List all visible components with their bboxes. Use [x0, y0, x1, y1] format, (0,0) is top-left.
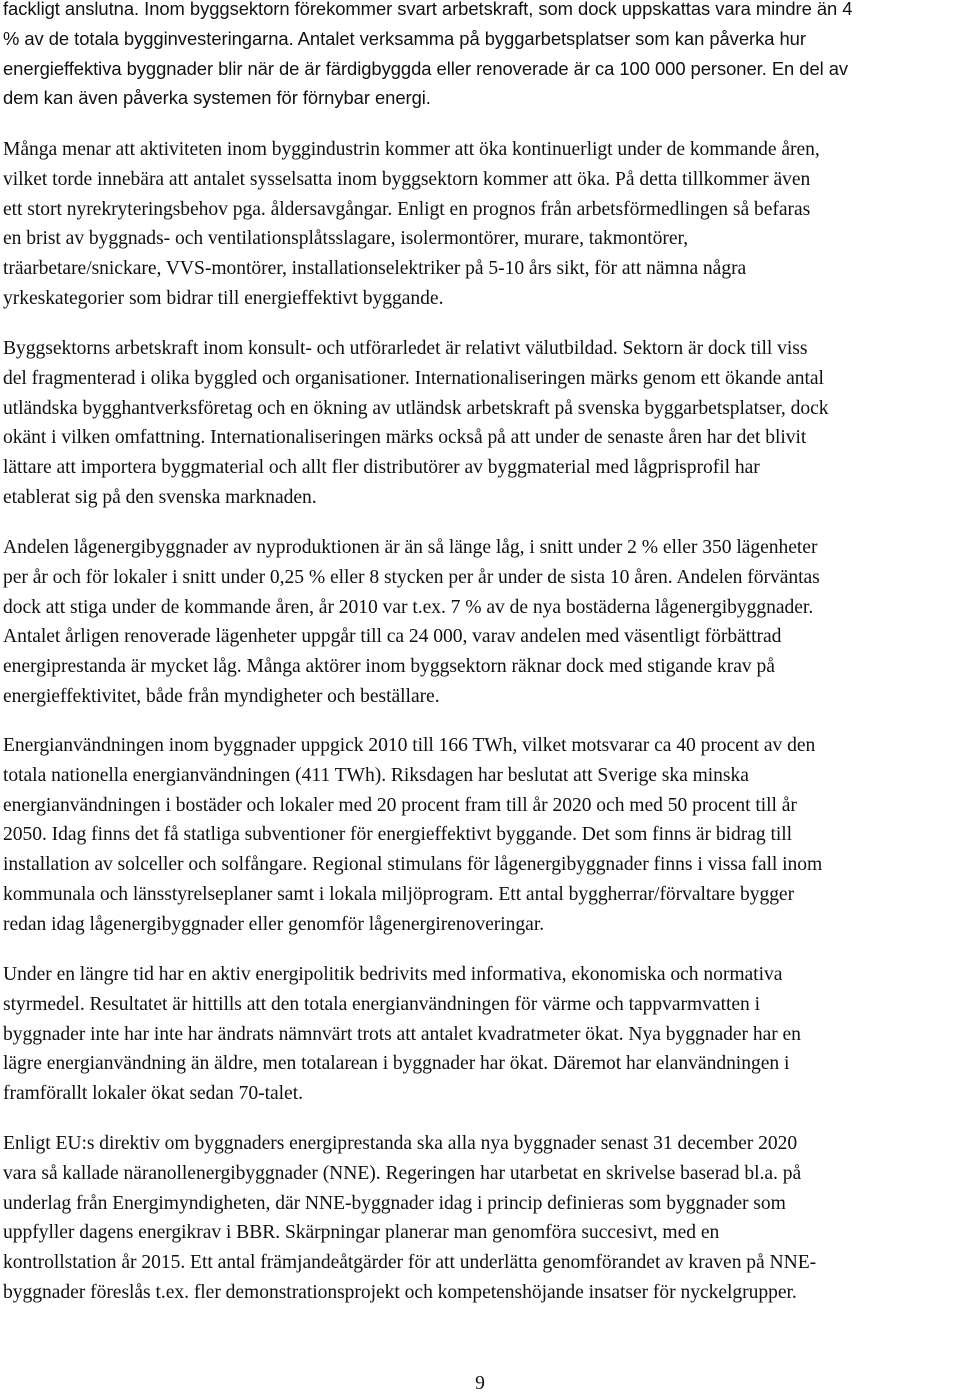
paragraph-line: vilket torde innebära att antalet sysselsatta inom byggsektorn kommer att öka. På detta tillkommer även [3, 168, 811, 190]
paragraph-line: vara så kallade näranollenergibyggnader (NNE). Regeringen har utarbetat en skrivelse baserad bl.a. på [3, 1162, 802, 1184]
paragraph-line: uppfyller dagens energikrav i BBR. Skärpningar planerar man genomföra succesivt, med en [3, 1222, 720, 1244]
paragraph-line: kontrollstation år 2015. Ett antal främjandeåtgärder för att underlätta genomförandet av kraven på NNE- [3, 1252, 817, 1274]
paragraph-line: energieffektiva byggnader blir när de är färdigbyggda eller renoverade är ca 100 000 personer. En del av [3, 57, 849, 79]
paragraph-line: okänt i vilken omfattning. Internationaliseringen märks också på att under de senaste åren har det blivit [3, 427, 807, 449]
paragraph-line: Energianvändningen inom byggnader uppgick 2010 till 166 TWh, vilket motsvarar ca 40 procent av den [3, 735, 816, 756]
paragraph-line: träarbetare/snickare, VVS-montörer, installationselektriker på 5-10 års sikt, för att nämna några [3, 258, 747, 280]
paragraph-3 [3, 334, 828, 513]
paragraph-line: kommunala och länsstyrelseplaner samt i lokala miljöprogram. Ett antal byggherrar/förvaltare bygger [3, 883, 795, 905]
paragraph-line: energianvändningen i bostäder och lokaler med 20 procent fram till år 2020 och med 50 procent till år [3, 794, 797, 816]
paragraph-line: lättare att importera byggmaterial och allt fler distributörer av byggmaterial med lågprisprofil har [3, 457, 760, 479]
paragraph-line: % av de totala bygginvesteringarna. Antalet verksamma på byggarbetsplatser som kan påverka hur [3, 27, 806, 49]
paragraph-4 [3, 533, 820, 712]
paragraph-line: energieffektivitet, både från myndigheter och beställare. [3, 685, 440, 707]
paragraph-line: ett stort nyrekryteringsbehov pga. åldersavgångar. Enligt en prognos från arbetsförmedlingen så befaras [3, 198, 811, 220]
paragraph-line: Antalet årligen renoverade lägenheter uppgår till ca 24 000, varav andelen med väsentligt förbättrad [3, 626, 782, 648]
paragraph-line: yrkeskategorier som bidrar till energieffektivt byggande. [3, 287, 444, 309]
paragraph-line: energiprestanda är mycket låg. Många aktörer inom byggsektorn räknar dock med stigande krav på [3, 656, 775, 678]
paragraph-line: lägre energianvändning än äldre, men totalarean i byggnader har ökat. Däremot har elanvändningen i [3, 1053, 790, 1075]
paragraph-5 [3, 731, 822, 940]
paragraph-line: 2050. Idag finns det få statliga subventioner för energieffektivt byggande. Det som finns är bidrag till [3, 824, 793, 846]
paragraph-line: fackligt anslutna. Inom byggsektorn förekommer svart arbetskraft, som dock uppskattas vara mindre än 4 [3, 0, 853, 19]
paragraph-line: framförallt lokaler ökat sedan 70-talet. [3, 1083, 303, 1105]
paragraph-line: byggnader inte har inte har ändrats nämnvärt trots att antalet kvadratmeter ökat. Nya byggnader har en [3, 1023, 801, 1045]
paragraph-1 [3, 0, 852, 113]
paragraph-line: Under en längre tid har en aktiv energipolitik bedrivits med informativa, ekonomiska och normativa [3, 964, 783, 985]
paragraph-line: Andelen lågenergibyggnader av nyproduktionen är än så länge låg, i snitt under 2 % eller 350 lägenheter [3, 537, 818, 558]
paragraph-6 [3, 960, 801, 1109]
paragraph-line: per år och för lokaler i snitt under 0,25 % eller 8 stycken per år under de sista 10 åren. Andelen förväntas [3, 566, 820, 588]
paragraph-line: Byggsektorns arbetskraft inom konsult- och utförarledet är relativt välutbildad. Sektorn är dock till viss [3, 338, 808, 359]
paragraph-line: installation av solceller och solfångare. Regional stimulans för lågenergibyggnader finns i vissa fall inom [3, 854, 823, 876]
paragraph-line: dock att stiga under de kommande åren, år 2010 var t.ex. 7 % av de nya bostäderna lågenergibyggnader. [3, 596, 814, 618]
paragraph-line: etablerat sig på den svenska marknaden. [3, 486, 317, 508]
paragraph-line: del fragmenterad i olika byggled och organisationer. Internationaliseringen märks genom ett ökande antal [3, 367, 824, 389]
paragraph-line: underlag från Energimyndigheten, där NNE-byggnader idag i princip definieras som byggnader som [3, 1192, 786, 1214]
paragraph-line: redan idag lågenergibyggnader eller genomför lågenergirenoveringar. [3, 913, 545, 935]
paragraph-line: byggnader föreslås t.ex. fler demonstrationsprojekt och kompetenshöjande insatser för nyckelgrupper. [3, 1281, 797, 1303]
paragraph-line: styrmedel. Resultatet är hittills att den totala energianvändningen för värme och tappvarmvatten i [3, 993, 761, 1015]
page-number: 9 [475, 1373, 485, 1394]
paragraph-7 [3, 1129, 816, 1308]
paragraph-line: Enligt EU:s direktiv om byggnaders energiprestanda ska alla nya byggnader senast 31 december 2020 [3, 1133, 798, 1154]
paragraph-line: en brist av byggnads- och ventilationsplåtsslagare, isolermontörer, murare, takmontörer, [3, 228, 689, 250]
paragraph-line: dem kan även påverka systemen för förnybar energi. [3, 87, 431, 109]
paragraph-2 [3, 135, 820, 314]
paragraph-line: totala nationella energianvändningen (411 TWh). Riksdagen har beslutat att Sverige ska minska [3, 764, 749, 786]
paragraph-line: Många menar att aktiviteten inom byggindustrin kommer att öka kontinuerligt under de kommande åren, [3, 139, 820, 160]
paragraph-line: utländska bygghantverksföretag och en ökning av utländsk arbetskraft på svenska byggarbetsplatser, dock [3, 397, 829, 419]
